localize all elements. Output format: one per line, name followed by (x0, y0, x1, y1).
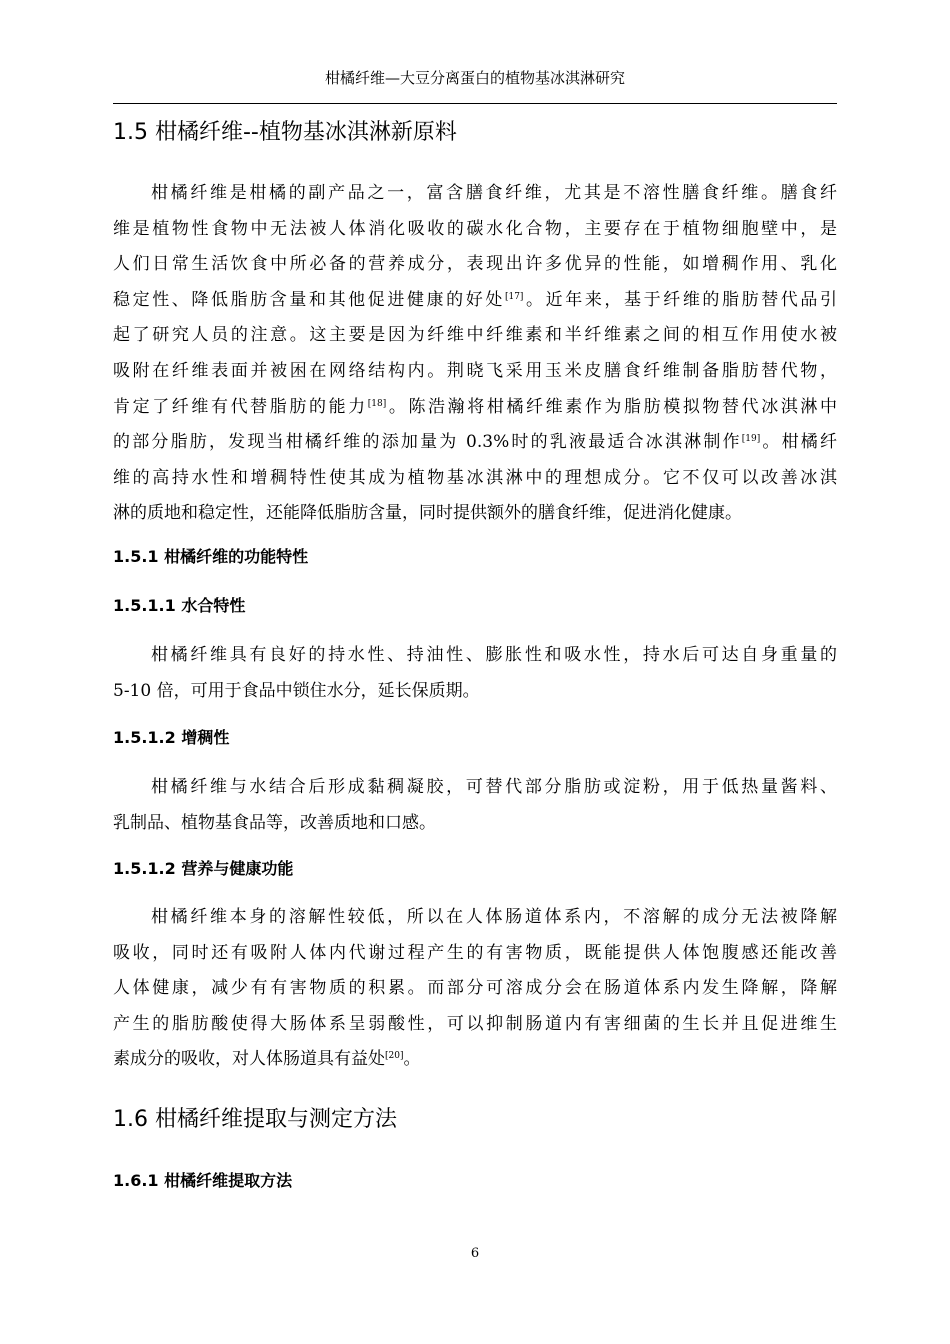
text-line (113, 283, 837, 319)
text-line: 维是植物性食物中无法被人体消化吸收的碳水化合物，主要存在于植物细胞壁中，是 (113, 218, 837, 239)
text-line: 维的高持水性和增稠特性使其成为植物基冰淇淋中的理想成分。它不仅可以改善冰淇 (113, 467, 837, 488)
text-segment: 。 (403, 1049, 421, 1070)
text-line (113, 425, 837, 461)
text-line: 淋的质地和稳定性，还能降低脂肪含量，同时提供额外的膳食纤维，促进消化健康。 (113, 503, 742, 524)
text-line: 柑橘纤维是柑橘的副产品之一，富含膳食纤维，尤其是不溶性膳食纤维。膳食纤 (151, 183, 837, 203)
text-segment: 。近年来，基于纤维的脂肪替代品引 (523, 289, 837, 310)
section-heading-1-5-1: 1.5.1 柑橘纤维的功能特性 (113, 547, 309, 566)
text-line: 吸收，同时还有吸附人体内代谢过程产生的有害物质，既能提供人体饱腹感还能改善 (113, 942, 837, 963)
text-line: 5-10 倍，可用于食品中锁住水分，延长保质期。 (113, 680, 480, 701)
section-heading-1-5-1-2-thickening: 1.5.1.2 增稠性 (113, 728, 230, 747)
text-line: 人们日常生活饮食中所必备的营养成分，表现出许多优异的性能，如增稠作用、乳化 (113, 254, 837, 275)
running-header: 柑橘纤维—大豆分离蛋白的植物基冰淇淋研究 (324, 69, 625, 87)
paragraph-1-5-1-2-nutrition (113, 900, 837, 1078)
text-line (113, 1042, 837, 1078)
text-segment: 素成分的吸收，对人体肠道具有益处 (113, 1049, 385, 1070)
text-segment: 的部分脂肪，发现当柑橘纤维的添加量为 0.3%时的乳液最适合冰淇淋制作 (113, 432, 742, 453)
citation-20: [20] (385, 1051, 404, 1062)
text-segment: 。柑橘纤 (760, 432, 838, 453)
paragraph-1-5-1-2-thickening (113, 770, 837, 841)
text-line: 柑橘纤维与水结合后形成黏稠凝胶，可替代部分脂肪或淀粉，用于低热量酱料、 (151, 777, 837, 797)
section-heading-1-6: 1.6 柑橘纤维提取与测定方法 (113, 1107, 397, 1132)
text-line: 起了研究人员的注意。这主要是因为纤维中纤维素和半纤维素之间的相互作用使水被 (113, 325, 837, 346)
text-segment: 稳定性、降低脂肪含量和其他促进健康的好处 (113, 289, 505, 310)
paragraph-1-5 (113, 176, 837, 532)
citation-18: [18] (367, 398, 387, 409)
section-heading-1-5-1-2-nutrition: 1.5.1.2 营养与健康功能 (113, 859, 294, 878)
text-segment: 肯定了纤维有代替脂肪的能力 (113, 396, 368, 417)
header-rule (113, 103, 837, 104)
text-line: 乳制品、植物基食品等，改善质地和口感。 (113, 812, 436, 833)
citation-17: [17] (504, 291, 524, 302)
text-line: 吸附在纤维表面并被困在网络结构内。荆晓飞采用玉米皮膳食纤维制备脂肪替代物， (113, 360, 837, 381)
section-heading-1-5: 1.5 柑橘纤维--植物基冰淇淋新原料 (113, 120, 457, 145)
page-number: 6 (470, 1246, 480, 1261)
section-heading-1-5-1-1: 1.5.1.1 水合特性 (113, 596, 246, 615)
text-line: 人体健康，减少有有害物质的积累。而部分可溶成分会在肠道体系内发生降解，降解 (113, 978, 837, 999)
text-line: 柑橘纤维本身的溶解性较低，所以在人体肠道体系内，不溶解的成分无法被降解 (151, 907, 837, 927)
text-segment: 。陈浩瀚将柑橘纤维素作为脂肪模拟物替代冰淇淋中 (386, 396, 838, 417)
text-line (113, 390, 837, 426)
text-line: 产生的脂肪酸使得大肠体系呈弱酸性，可以抑制肠道内有害细菌的生长并且促进维生 (113, 1013, 837, 1034)
text-line: 柑橘纤维具有良好的持水性、持油性、膨胀性和吸水性，持水后可达自身重量的 (151, 645, 837, 665)
paragraph-1-5-1-1 (113, 638, 837, 709)
section-heading-1-6-1: 1.6.1 柑橘纤维提取方法 (113, 1171, 293, 1190)
citation-19: [19] (741, 434, 761, 445)
